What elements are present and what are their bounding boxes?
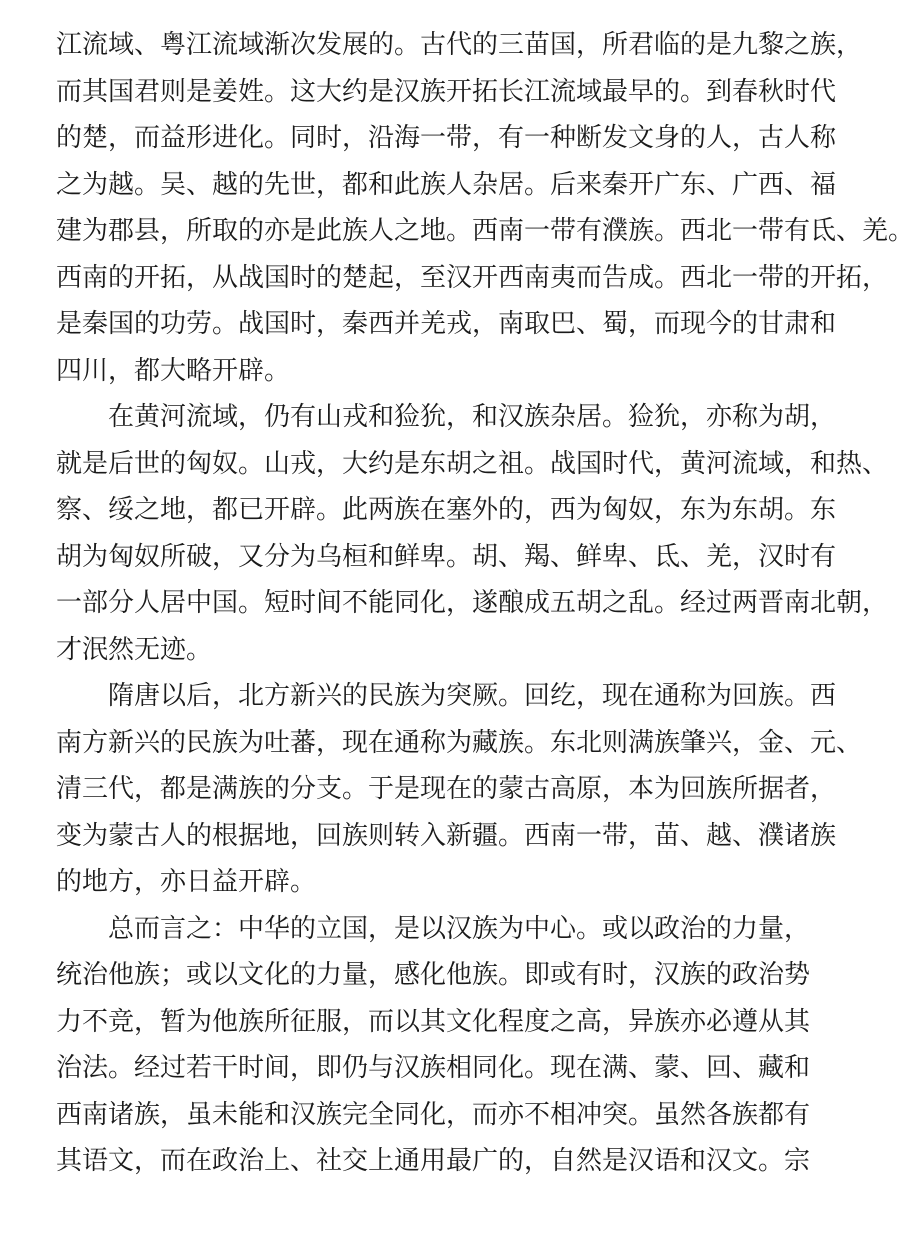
- text-line: 统治他族；或以文化的力量，感化他族。即或有时，汉族的政治势: [56, 960, 811, 990]
- text-line: 南方新兴的民族为吐蕃，现在通称为藏族。东北则满族肇兴，金、元、: [56, 727, 863, 758]
- text-line: 就是后世的匈奴。山戎，大约是东胡之祖。战国时代，黄河流域，和热、: [56, 448, 889, 479]
- text-line: 西南的开拓，从战国时的楚起，至汉开西南夷而告成。西北一带的开拓，: [56, 262, 889, 293]
- text-line: 之为越。吴、越的先世，都和此族人杂居。后来秦开广东、广西、福: [56, 169, 837, 200]
- text-line: 四川，都大略开辟。: [56, 355, 291, 386]
- text-line: 的楚，而益形进化。同时，沿海一带，有一种断发文身的人，古人称: [56, 123, 837, 153]
- text-line: 治法。经过若干时间，即仍与汉族相同化。现在满、蒙、回、藏和: [56, 1053, 811, 1083]
- paragraph-1: [56, 22, 914, 394]
- paragraph-4: [56, 906, 811, 1185]
- text-line: 总而言之：中华的立国，是以汉族为中心。或以政治的力量，: [108, 913, 811, 944]
- text-line: 是秦国的功劳。战国时，秦西并羌戎，南取巴、蜀，而现今的甘肃和: [56, 309, 837, 339]
- text-line: 隋唐以后，北方新兴的民族为突厥。回纥，现在通称为回族。西: [108, 681, 837, 711]
- text-line: 在黄河流域，仍有山戎和猃狁，和汉族杂居。猃狁，亦称为胡，: [108, 402, 837, 432]
- text-line: 察、绥之地，都已开辟。此两族在塞外的，西为匈奴，东为东胡。东: [56, 495, 837, 525]
- paragraph-2: [56, 394, 889, 673]
- text-line: 西南诸族，虽未能和汉族完全同化，而亦不相冲突。虽然各族都有: [56, 1099, 811, 1130]
- text-line: 江流域、粤江流域渐次发展的。古代的三苗国，所君临的是九黎之族，: [56, 30, 863, 60]
- text-line: 力不竞，暂为他族所征服，而以其文化程度之高，异族亦必遵从其: [56, 1006, 811, 1037]
- text-line: 胡为匈奴所破，又分为乌桓和鲜卑。胡、羯、鲜卑、氐、羌，汉时有: [56, 541, 837, 572]
- text-line: 的地方，亦日益开辟。: [56, 867, 317, 897]
- paragraph-3: [56, 673, 863, 906]
- text-line: 建为郡县，所取的亦是此族人之地。西南一带有濮族。西北一带有氐、羌。: [56, 216, 914, 246]
- text-line: 其语文，而在政治上、社交上通用最广的，自然是汉语和汉文。宗: [56, 1146, 811, 1176]
- text-line: 才泯然无迹。: [56, 634, 213, 665]
- page-body: [56, 22, 914, 1185]
- text-line: 清三代，都是满族的分支。于是现在的蒙古高原，本为回族所据者，: [56, 774, 837, 804]
- text-line: 一部分人居中国。短时间不能同化，遂酿成五胡之乱。经过两晋南北朝，: [56, 588, 889, 618]
- text-line: 变为蒙古人的根据地，回族则转入新疆。西南一带，苗、越、濮诸族: [56, 820, 837, 851]
- text-line: 而其国君则是姜姓。这大约是汉族开拓长江流域最早的。到春秋时代: [56, 76, 837, 107]
